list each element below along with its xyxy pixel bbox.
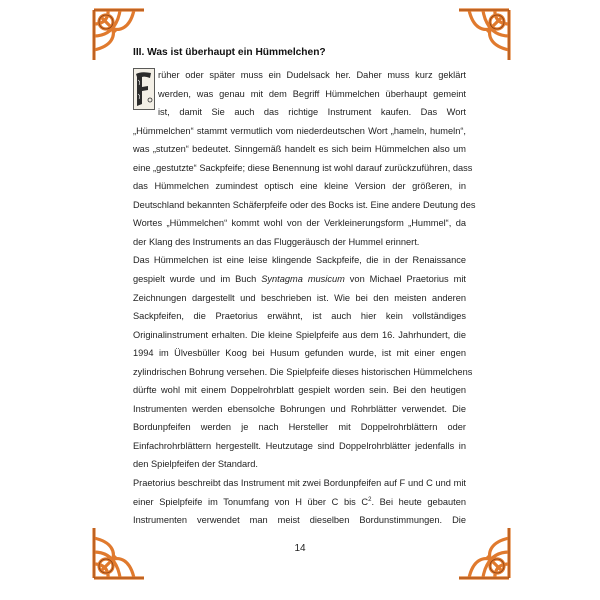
text-line: Instrumenten werden ebensolche Bohrungen und Rohrblätter verwendet. Die (133, 403, 466, 414)
text-line: Zeichnungen dargestellt und beschrieben ist. Wie bei den meisten anderen (133, 292, 466, 303)
text-span: gespielt wurde und im Buch (133, 274, 257, 285)
section-title: III. Was ist überhaupt ein Hümmelchen? (133, 47, 326, 58)
text-span: . Bei heute gebauten (371, 496, 466, 507)
text-line: Einfachrohrblättern hergestellt. Heutzutage sind Doppelrohrblätter jedenfalls in (133, 440, 466, 451)
superscript: 2 (368, 496, 372, 503)
celtic-knot-corner-icon (455, 6, 513, 64)
text-line: ist, damit Sie auch das richtige Instrument kaufen. Das Wort (158, 107, 466, 118)
text-line: Originalinstrument erhalten. Die kleine Spielpfeife aus dem 16. Jahrhundert, die (133, 329, 466, 340)
text-line: Wortes „Hümmelchen“ kommt wohl von der Verkleinerungsform „Hummel“, da (133, 218, 466, 229)
paragraph (133, 474, 466, 530)
text-line: zylindrischen Bohrung versehen. Die Spielpfeife dieses historischen Hümmelchens (133, 366, 473, 377)
text-span: einer Spielpfeife im Tonumfang von H über C bis C (133, 496, 369, 507)
text-line: Praetorius beschreibt das Instrument mit zwei Bordunpfeifen auf F und C und mit (133, 478, 466, 489)
text-line (133, 270, 466, 289)
text-line: das Hümmelchen zumindest optisch eine kleine Version der größeren, in (133, 181, 466, 192)
text-line: Instrumenten verwendet man meist dieselben Bordunstimmungen. Die (133, 515, 466, 526)
text-line: rüher oder später muss ein Dudelsack her. Daher muss kurz geklärt (158, 70, 466, 80)
text-line: eine „gestutzte“ Sackpfeife; diese Benennung ist wohl darauf zurückzuführen, dass (133, 162, 473, 173)
body-text (133, 66, 476, 530)
text-line: Das Hümmelchen ist eine leise klingende Sackpfeife, die in der Renaissance (133, 255, 466, 266)
paragraph (133, 251, 473, 474)
text-line (133, 493, 466, 512)
text-line: Sackpfeifen, die Praetorius erwähnt, ist auch hier kein vollständiges (133, 311, 466, 322)
page-number: 14 (294, 543, 306, 554)
text-line: was „stutzen“ bedeutet. Sinngemäß handelt es sich beim Hümmelchen also um (133, 144, 466, 155)
text-line: der Klang des Instruments an das Fluggeräusch der Hummel erinnert. (133, 236, 420, 247)
book-title: Syntagma musicum (261, 274, 345, 285)
text-line: den Spielpfeifen der Standard. (133, 459, 258, 470)
text-line: werden, was genau mit dem Begriff Hümmelchen überhaupt gemeint (158, 88, 466, 99)
text-line: Deutschland bekannten Schäferpfeife oder des Bocks ist. Eine andere Deutung des (133, 199, 476, 210)
text-span: von Michael Praetorius mit (349, 274, 466, 285)
paragraph (133, 66, 476, 251)
text-line: „Hümmelchen“ stammt vermutlich vom niederdeutschen Wort „hameln, humeln“, (133, 125, 466, 136)
text-line: 1994 im Ülvesbüller Koog bei Husum gefunden wurde, ist mit einer engen (133, 348, 466, 359)
text-line: Bordunpfeifen werden je nach Hersteller mit Doppelrohrblättern oder (133, 422, 466, 433)
text-line: dürfte wohl mit einem Doppelrohrblatt gespielt worden sein. Bei den heutigen (133, 385, 466, 396)
